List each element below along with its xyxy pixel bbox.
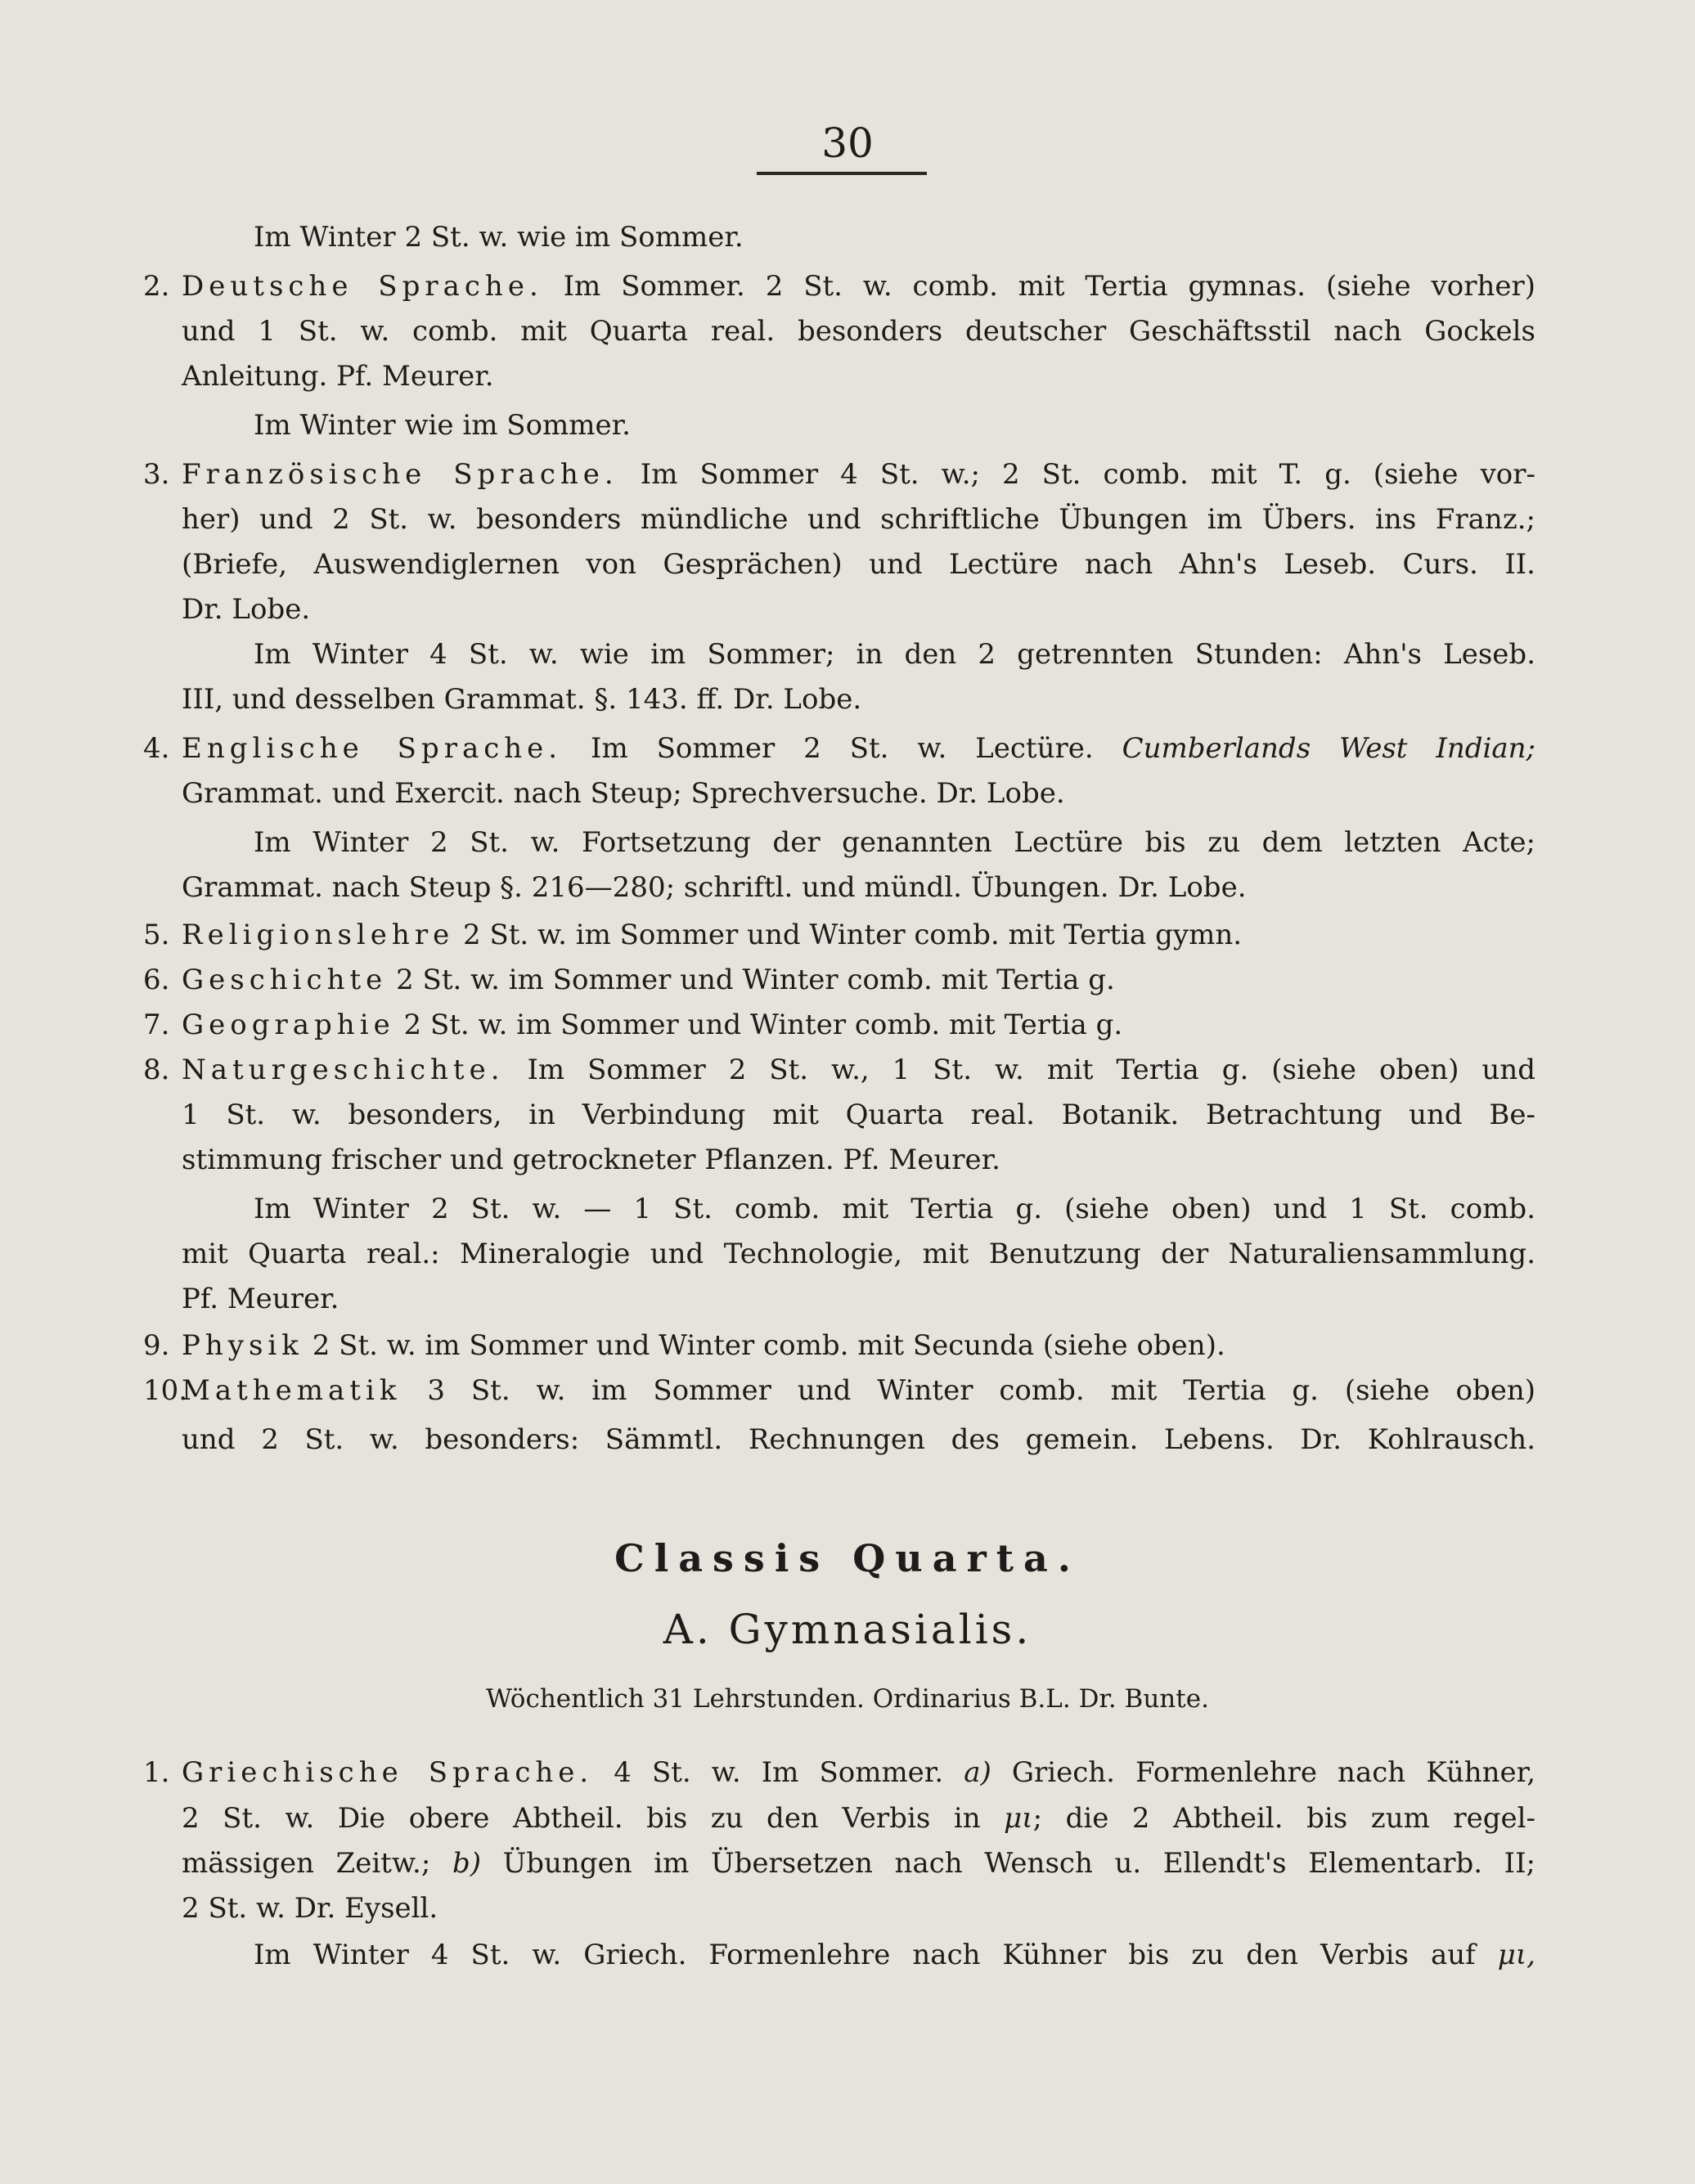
winter-line: Im Winter 4 St. w. Griech. Formenlehre nach Kühner bis zu den Verbis auf μι,: [254, 1939, 1535, 1971]
item-number: 2.: [143, 270, 170, 303]
item-number: 1.: [143, 1756, 170, 1789]
subject-name: Naturgeschichte.: [182, 1054, 505, 1086]
subject-name: Physik: [182, 1329, 303, 1362]
item-number: 9.: [143, 1329, 170, 1362]
item-number: 10.: [143, 1374, 188, 1407]
page-number-rule: [757, 172, 927, 175]
winter-line: Im Winter wie im Sommer.: [254, 409, 631, 442]
item-line: und 2 St. w. besonders: Sämmtl. Rechnungen des gemein. Lebens. Dr. Kohlrausch.: [182, 1423, 1535, 1456]
winter-line: Pf. Meurer.: [182, 1283, 339, 1315]
item-line: Anleitung. Pf. Meurer.: [182, 360, 494, 393]
item-first-line: Physik 2 St. w. im Sommer und Winter comb. mit Secunda (siehe oben).: [182, 1329, 1225, 1362]
winter-line: Im Winter 4 St. w. wie im Sommer; in den 2 getrennten Stunden: Ahn's Leseb.: [254, 638, 1535, 671]
winter-line: Grammat. nach Steup §. 216—280; schriftl. und mündl. Übungen. Dr. Lobe.: [182, 871, 1247, 904]
subject-name: Griechische Sprache.: [182, 1756, 594, 1789]
item-first-line: Religionslehre 2 St. w. im Sommer und Winter comb. mit Tertia gymn.: [182, 919, 1243, 951]
item-number: 8.: [143, 1054, 170, 1086]
item-number: 5.: [143, 919, 170, 951]
book-title: Cumberlands West Indian;: [1122, 732, 1535, 765]
section-subtitle: A. Gymnasialis.: [663, 1606, 1032, 1653]
item-line: 2 St. w. Die obere Abtheil. bis zu den Verbis in μι; die 2 Abtheil. bis zum regel-: [182, 1802, 1535, 1835]
continuation-line: Im Winter 2 St. w. wie im Sommer.: [254, 221, 744, 254]
item-number: 7.: [143, 1009, 170, 1041]
item-line: mässigen Zeitw.; b) Übungen im Übersetzen nach Wensch u. Ellendt's Elementarb. II;: [182, 1847, 1535, 1880]
item-line: 1 St. w. besonders, in Verbindung mit Quarta real. Botanik. Betrachtung und Be-: [182, 1099, 1535, 1131]
item-line: Dr. Lobe.: [182, 593, 311, 626]
subject-name: Religionslehre: [182, 919, 455, 951]
subject-name: Deutsche Sprache.: [182, 270, 543, 303]
item-first-line: Mathematik 3 St. w. im Sommer und Winter comb. mit Tertia g. (siehe oben): [182, 1374, 1535, 1407]
section-info: Wöchentlich 31 Lehrstunden. Ordinarius B.L. Dr. Bunte.: [486, 1684, 1209, 1714]
item-number: 6.: [143, 964, 170, 996]
item-line: und 1 St. w. comb. mit Quarta real. besonders deutscher Geschäftsstil nach Gockels: [182, 315, 1535, 348]
subject-name: Französische Sprache.: [182, 458, 618, 491]
item-first-line: Naturgeschichte. Im Sommer 2 St. w., 1 St. w. mit Tertia g. (siehe oben) und: [182, 1054, 1535, 1086]
item-first-line: Deutsche Sprache. Im Sommer. 2 St. w. comb. mit Tertia gymnas. (siehe vorher): [182, 270, 1535, 303]
subject-name: Geschichte: [182, 964, 388, 996]
winter-line: mit Quarta real.: Mineralogie und Technologie, mit Benutzung der Naturaliensammlung.: [182, 1238, 1535, 1270]
item-first-line: Geographie 2 St. w. im Sommer und Winter comb. mit Tertia g.: [182, 1009, 1123, 1041]
page-number: 30: [821, 119, 874, 167]
item-number: 3.: [143, 458, 170, 491]
item-line: 2 St. w. Dr. Eysell.: [182, 1892, 438, 1925]
item-first-line: Geschichte 2 St. w. im Sommer und Winter comb. mit Tertia g.: [182, 964, 1115, 996]
section-title: Classis Quarta.: [614, 1536, 1081, 1580]
subject-name: Mathematik: [182, 1374, 402, 1407]
item-line: (Briefe, Auswendiglernen von Gesprächen) und Lectüre nach Ahn's Leseb. Curs. II.: [182, 548, 1535, 581]
item-first-line: Französische Sprache. Im Sommer 4 St. w.; 2 St. comb. mit T. g. (siehe vor-: [182, 458, 1535, 491]
item-line: Grammat. und Exercit. nach Steup; Sprechversuche. Dr. Lobe.: [182, 777, 1065, 810]
winter-line: III, und desselben Grammat. §. 143. ff. Dr. Lobe.: [182, 683, 862, 716]
item-first-line: Englische Sprache. Im Sommer 2 St. w. Lectüre. Cumberlands West Indian;: [182, 732, 1535, 765]
subject-name: Englische Sprache.: [182, 732, 563, 765]
item-line: stimmung frischer und getrockneter Pflanzen. Pf. Meurer.: [182, 1144, 1000, 1176]
subject-name: Geographie: [182, 1009, 395, 1041]
winter-line: Im Winter 2 St. w. Fortsetzung der genannten Lectüre bis zu dem letzten Acte;: [254, 826, 1535, 859]
winter-line: Im Winter 2 St. w. — 1 St. comb. mit Tertia g. (siehe oben) und 1 St. comb.: [254, 1193, 1535, 1225]
item-number: 4.: [143, 732, 170, 765]
item-line: her) und 2 St. w. besonders mündliche und schriftliche Übungen im Übers. ins Franz.;: [182, 503, 1535, 536]
item-first-line: Griechische Sprache. 4 St. w. Im Sommer. a) Griech. Formenlehre nach Kühner,: [182, 1756, 1535, 1789]
